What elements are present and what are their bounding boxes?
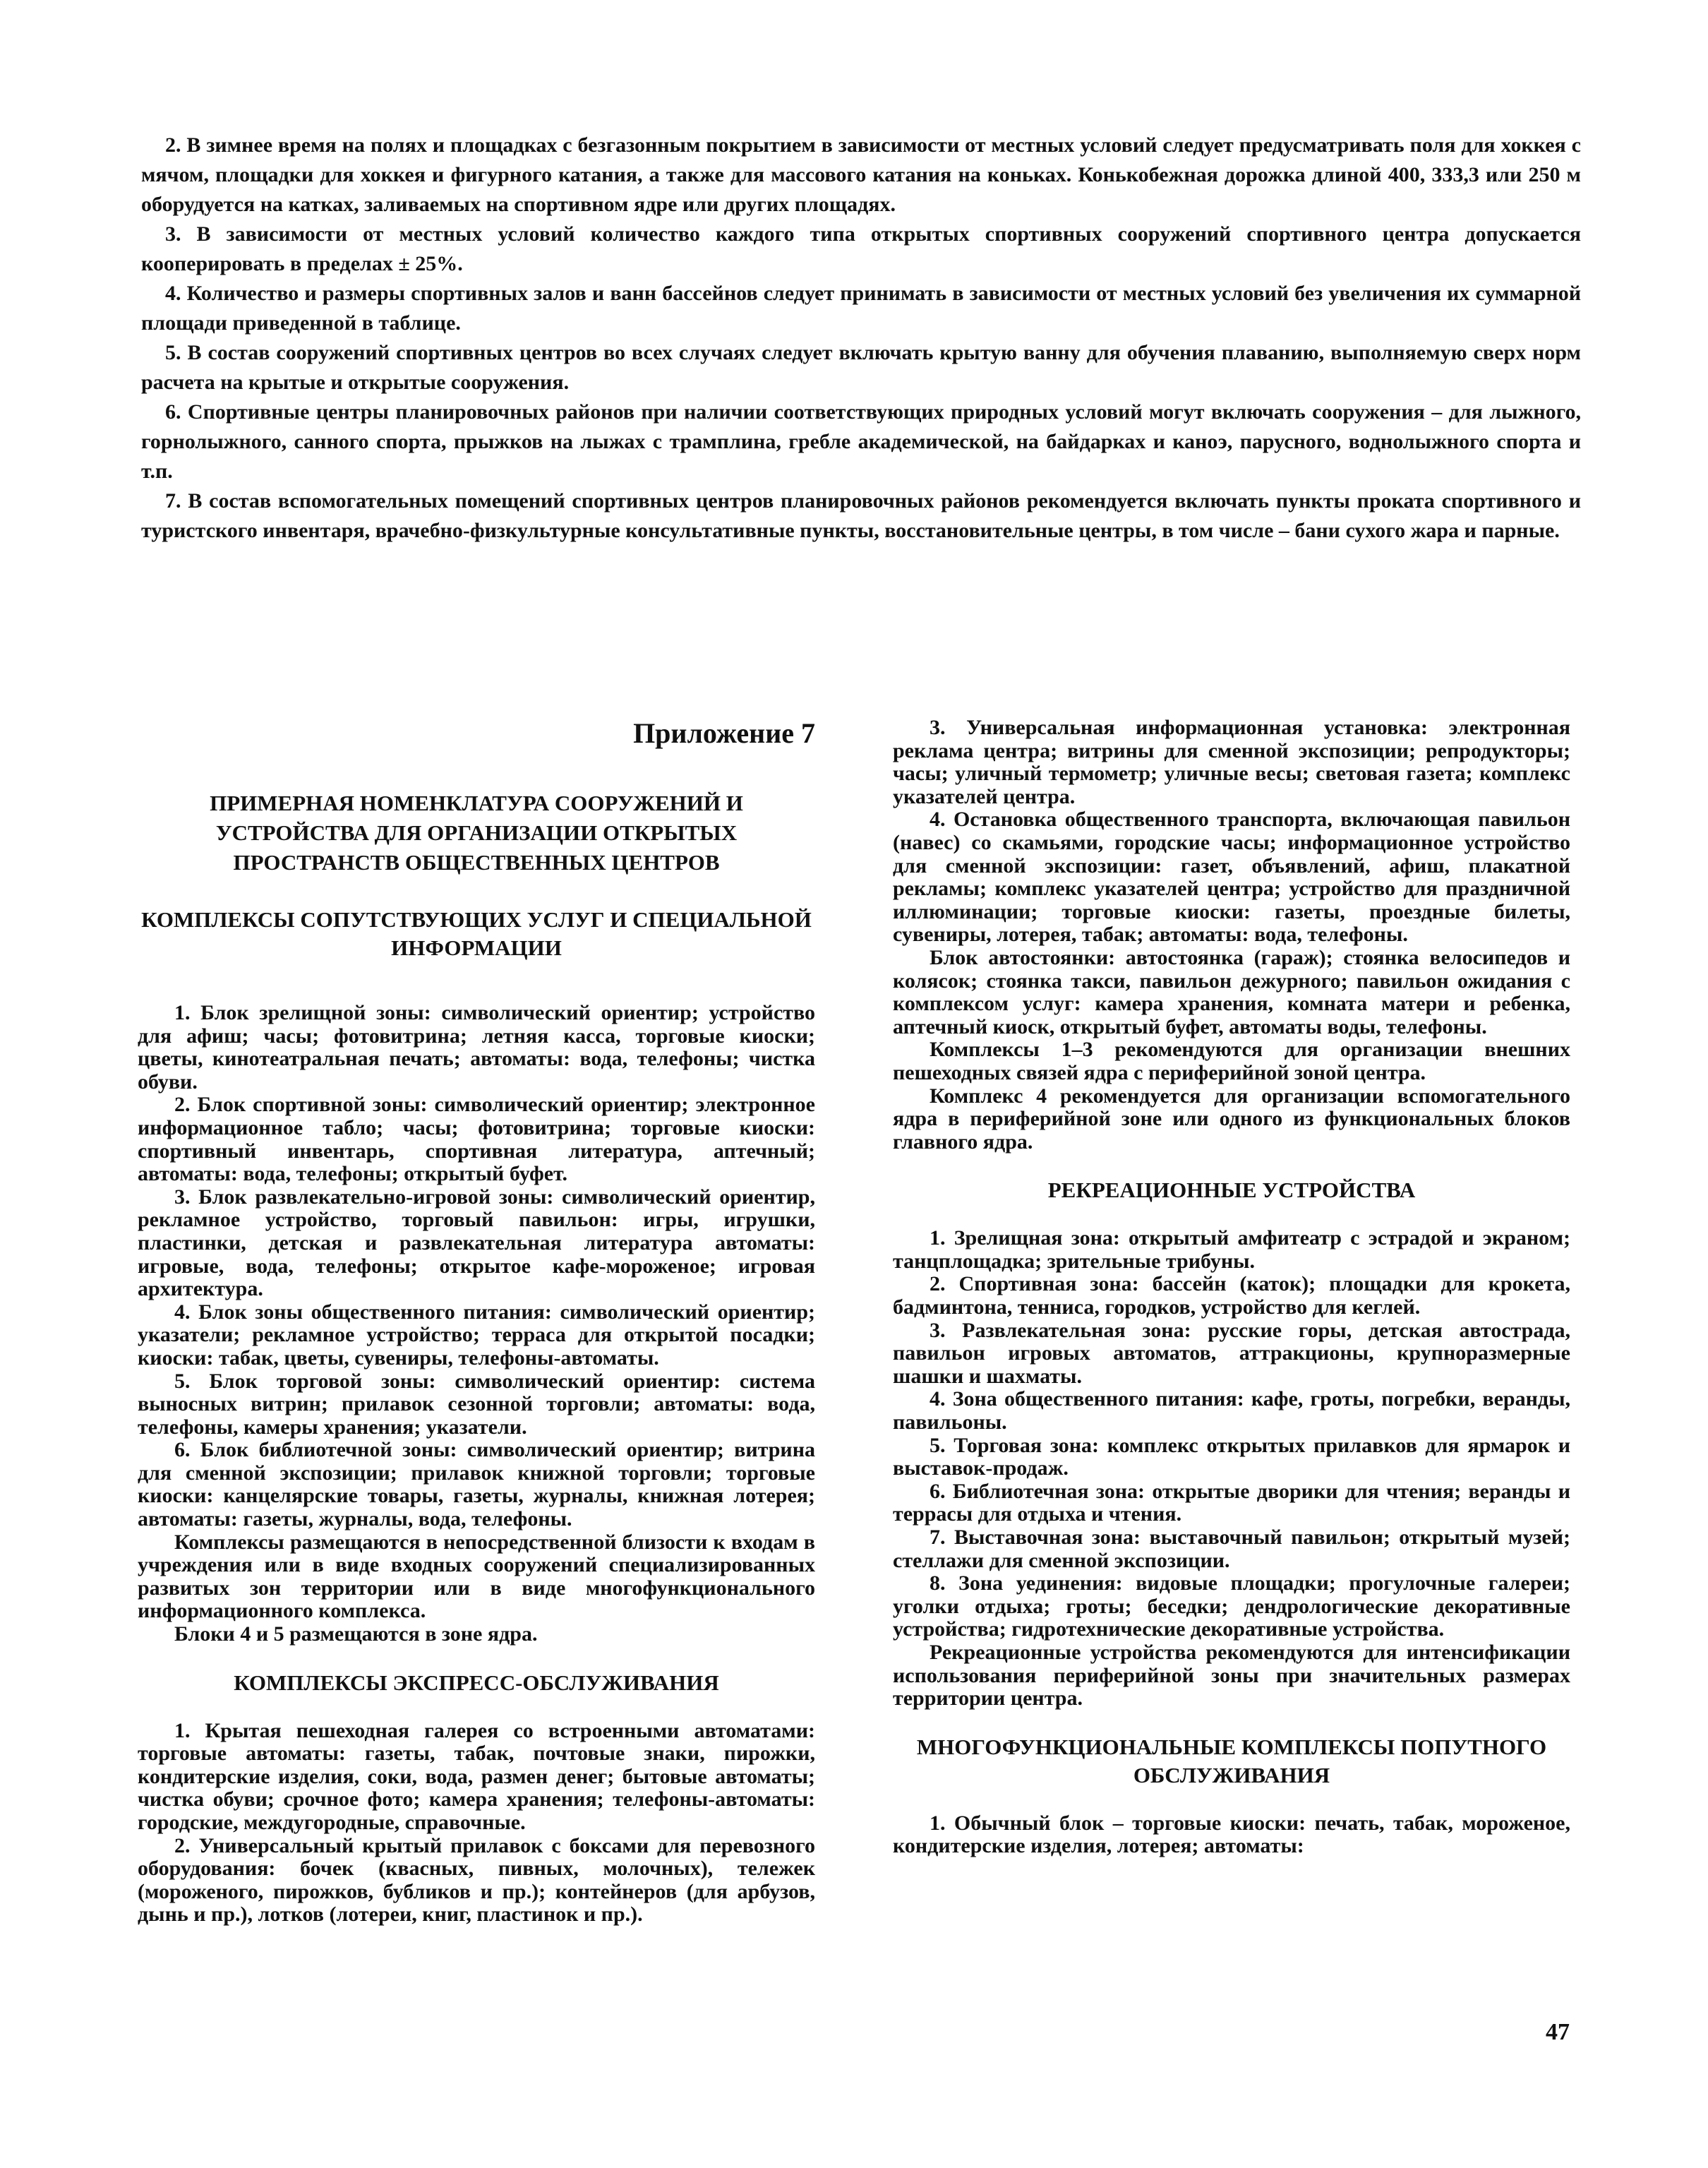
list-item: 5. Блок торговой зоны: символический ориентир: система выносных витрин; прилавок сезонной торговли; автоматы: вода, телефоны, камеры хранения; указатели. bbox=[138, 1369, 815, 1439]
list-item: Рекреационные устройства рекомендуются для интенсификации использования периферийной зоны при значительных размерах территории центра. bbox=[893, 1640, 1570, 1711]
list-item: 6. Библиотечная зона: открытые дворики для чтения; веранды и террасы для отдыха и чтения. bbox=[893, 1479, 1570, 1526]
list-item: 4. Блок зоны общественного питания: символический ориентир; указатели; рекламное устройство; терраса для открытой посадки; киоски: табак, цветы, сувениры, телефоны-автоматы. bbox=[138, 1300, 815, 1370]
top-section bbox=[141, 131, 1581, 546]
appendix-label: Приложение 7 bbox=[633, 717, 815, 749]
top-item-3: 3. В зависимости от местных условий количество каждого типа открытых спортивных сооружений спортивного центра допускается кооперировать в пределах ± 25%. bbox=[141, 222, 1581, 275]
list-item: 1. Обычный блок – торговые киоски: печать, табак, мороженое, кондитерские изделия, лотерея; автоматы: bbox=[893, 1811, 1570, 1858]
list-item: Комплексы размещаются в непосредственной близости к входам в учреждения или в виде входных сооружений специализированных развитых зон территории или в виде многофункционального информационного комплекса. bbox=[138, 1530, 815, 1623]
right-column bbox=[893, 717, 1570, 1858]
list-item: 1. Крытая пешеходная галерея со встроенными автоматами: торговые автоматы: газеты, табак, почтовые знаки, пирожки, кондитерские изделия, соки, вода, размен денег; бытовые автоматы; чистка обуви; срочное фото; камера хранения; телефоны-автоматы: городские, междугородные, справочные. bbox=[138, 1718, 815, 1834]
page-number: 47 bbox=[1546, 2019, 1570, 2045]
list-item: Блоки 4 и 5 размещаются в зоне ядра. bbox=[174, 1622, 538, 1646]
top-item-7: 7. В состав вспомогательных помещений спортивных центров планировочных районов рекомендуется включать пункты проката спортивного и туристского инвентаря, врачебно-физкультурные консультативные пункты, восстановительные центры, в том числе – бани сухого жара и парные. bbox=[141, 489, 1581, 542]
list-item: 1. Блок зрелищной зоны: символический ориентир; устройство для афиш; часы; фотовитрина; летняя касса, торговые киоски; цветы, кинотеатральная печать; автоматы: вода, телефоны; чистка обуви. bbox=[138, 1001, 815, 1094]
left-column bbox=[138, 717, 815, 1927]
list-item: 2. Блок спортивной зоны: символический ориентир; электронное информационное табло; часы; фотовитрина; торговые киоски: спортивный инвентарь, спортивная литература, аптечный; автоматы: вода, телефоны; открытый буфет. bbox=[138, 1093, 815, 1186]
top-item-2: 2. В зимнее время на полях и площадках с безгазонным покрытием в зависимости от местных условий следует предусматривать поля для хоккея с мячом, площадки для хоккея и фигурного катания, а также для массового катания на коньках. Конькобежная дорожка длиной 400, 333,3 или 250 м оборудуется на катках, заливаемых на спортивном ядре или других площадях. bbox=[141, 133, 1581, 216]
list-item: 3. Универсальная информационная установка: электронная реклама центра; витрины для сменной экспозиции; репродукторы; часы; уличный термометр; уличные весы; световая газета; комплекс указателей центра. bbox=[893, 716, 1570, 808]
list-item: 2. Универсальный крытый прилавок с боксами для перевозного оборудования: бочек (квасных, пивных, молочных), тележек (мороженого, пирожков, бубликов и пр.); контейнеров (для арбузов, дынь и пр.), лотков (лотереи, книг, пластинок и пр.). bbox=[138, 1833, 815, 1927]
list-item: 8. Зона уединения: видовые площадки; прогулочные галереи; уголки отдыха; гроты; беседки; дендрологические декоративные устройства; гидротехнические декоративные устройства. bbox=[893, 1571, 1570, 1641]
section-heading-express: КОМПЛЕКСЫ ЭКСПРЕСС-ОБСЛУЖИВАНИЯ bbox=[234, 1670, 719, 1695]
list-item: 7. Выставочная зона: выставочный павильон; открытый музей; стеллажи для сменной экспозиции. bbox=[893, 1526, 1570, 1572]
list-item: 4. Остановка общественного транспорта, включающая павильон (навес) со скамьями, городские часы; информационное устройство для сменной экспозиции: газет, объявлений, афиш, плакатной рекламы; комплекс указателей центра; устройство для праздничной иллюминации; торговые киоски: газеты, проездные билеты, сувениры, лотерея, табак; автоматы: вода, телефоны. bbox=[893, 808, 1570, 947]
top-item-6: 6. Спортивные центры планировочных районов при наличии соответствующих природных условий могут включать сооружения – для лыжного, горнолыжного, санного спорта, прыжков на лыжах с трамплина, гребле академической, на байдарках и каноэ, парусного, воднолыжного спорта и т.п. bbox=[141, 400, 1581, 483]
list-item: 3. Развлекательная зона: русские горы, детская автострада, павильон игровых автоматов, аттракционы, крупноразмерные шашки и шахматы. bbox=[893, 1318, 1570, 1388]
list-item: 4. Зона общественного питания: кафе, гроты, погребки, веранды, павильоны. bbox=[893, 1387, 1570, 1435]
appendix-title: ПРИМЕРНАЯ НОМЕНКЛАТУРА СООРУЖЕНИЙ И УСТРОЙСТВА ДЛЯ ОРГАНИЗАЦИИ ОТКРЫТЫХ ПРОСТРАНСТВ ОБЩЕСТВЕННЫХ ЦЕНТРОВ bbox=[210, 791, 743, 875]
list-item: Комплексы 1–3 рекомендуются для организации внешних пешеходных связей ядра с периферийной зоной центра. bbox=[893, 1038, 1570, 1084]
section-heading-services: КОМПЛЕКСЫ СОПУТСТВУЮЩИХ УСЛУГ И СПЕЦИАЛЬНОЙ ИНФОРМАЦИИ bbox=[141, 907, 812, 960]
section-heading-multifunctional: МНОГОФУНКЦИОНАЛЬНЫЕ КОМПЛЕКСЫ ПОПУТНОГО ОБСЛУЖИВАНИЯ bbox=[916, 1734, 1547, 1787]
list-item: Блок автостоянки: автостоянка (гараж); стоянка велосипедов и колясок; стоянка такси, павильон дежурного; павильон ожидания с комплексом услуг: камера хранения, комната матери и ребенка, аптечный киоск, открытый буфет, автоматы воды, телефоны. bbox=[893, 945, 1570, 1038]
list-item: Комплекс 4 рекомендуется для организации вспомогательного ядра в периферийной зоне или одного из функциональных блоков главного ядра. bbox=[893, 1084, 1570, 1154]
list-item: 3. Блок развлекательно-игровой зоны: символический ориентир, рекламное устройство, торговый павильон: игры, игрушки, пластинки, детская и развлекательная литература автоматы: игровые, вода, телефоны; открытое кафе-мороженое; игровая архитектура. bbox=[138, 1185, 815, 1301]
list-item: 5. Торговая зона: комплекс открытых прилавков для ярмарок и выставок-продаж. bbox=[893, 1433, 1570, 1480]
top-item-4: 4. Количество и размеры спортивных залов и ванн бассейнов следует принимать в зависимости от местных условий без увеличения их суммарной площади приведенной в таблице. bbox=[141, 282, 1581, 335]
section-heading-recreation: РЕКРЕАЦИОННЫЕ УСТРОЙСТВА bbox=[1047, 1178, 1416, 1203]
list-item: 1. Зрелищная зона: открытый амфитеатр с эстрадой и экраном; танцплощадка; зрительные трибуны. bbox=[893, 1226, 1570, 1273]
list-item: 6. Блок библиотечной зоны: символический ориентир; витрина для сменной экспозиции; прилавок книжной торговли; торговые киоски: канцелярские товары, газеты, журналы, книжная лотерея; автоматы: газеты, журналы, вода, телефоны. bbox=[138, 1438, 815, 1531]
list-item: 2. Спортивная зона: бассейн (каток); площадки для крокета, бадминтона, тенниса, городков, устройство для кеглей. bbox=[893, 1272, 1570, 1319]
top-item-5: 5. В состав сооружений спортивных центров во всех случаях следует включать крытую ванну для обучения плаванию, выполняемую сверх норм расчета на крытые и открытые сооружения. bbox=[141, 341, 1581, 394]
